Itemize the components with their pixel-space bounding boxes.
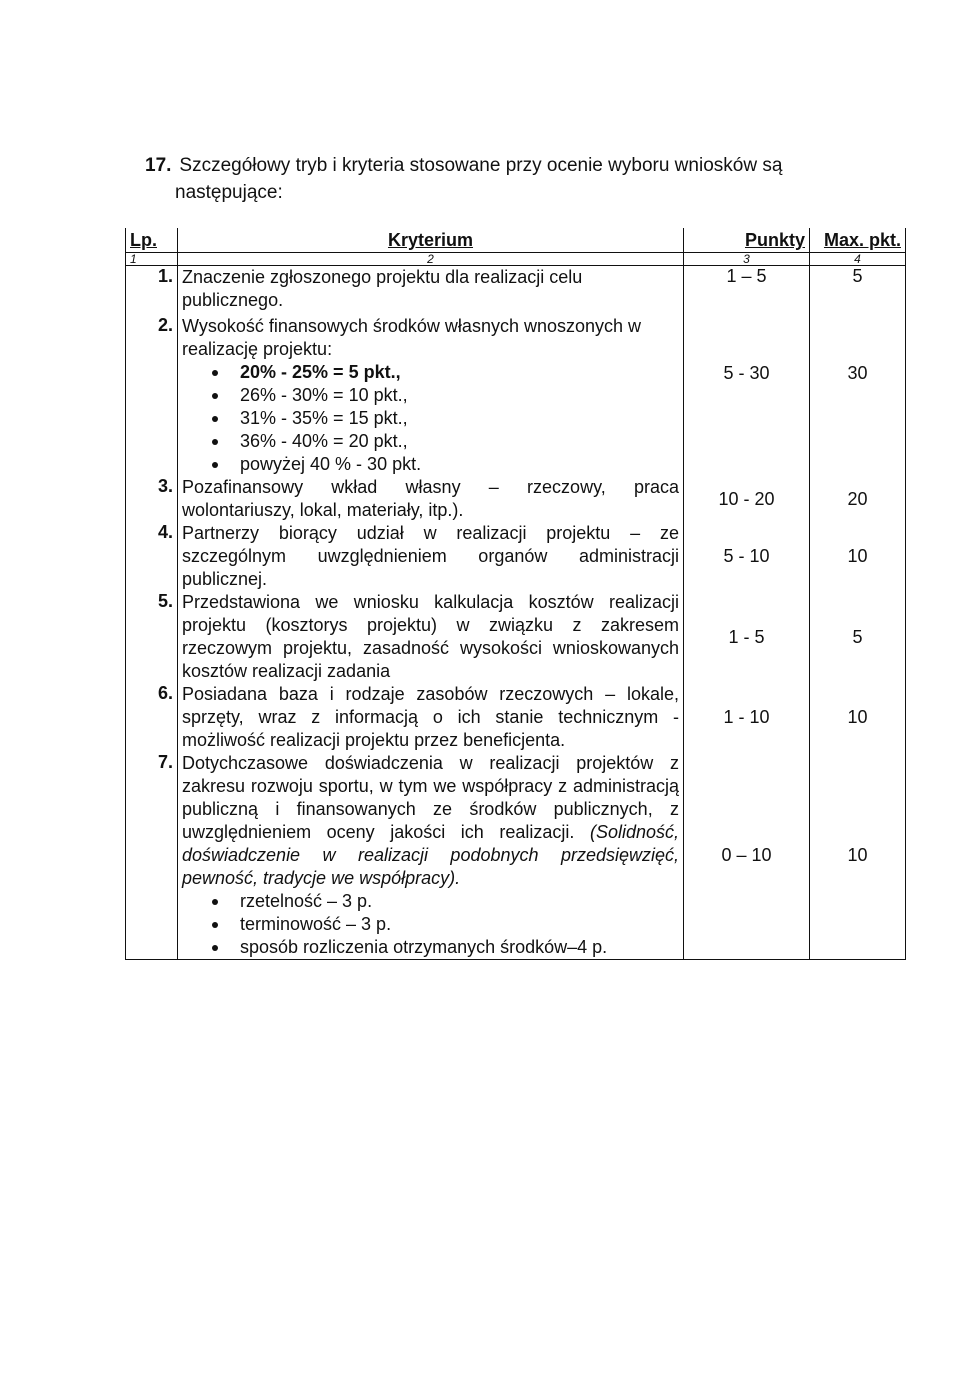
- column-number-2: 2: [178, 253, 684, 266]
- row-4-lp: 4.: [126, 522, 178, 591]
- row-2-bullet: 26% - 30% = 10 pkt.,: [240, 384, 679, 407]
- row-3-lp: 3.: [126, 476, 178, 522]
- row-7-bullet: sposób rozliczenia otrzymanych środków–4 p.: [240, 936, 679, 959]
- row-1-lp: 1.: [126, 266, 178, 316]
- row-5-max: 5: [810, 591, 906, 683]
- row-7-bullet: rzetelność – 3 p.: [240, 890, 679, 913]
- header-max-points: Max. pkt.: [810, 228, 906, 253]
- row-3-max: 20: [810, 476, 906, 522]
- section-number: 17.: [145, 155, 172, 176]
- criteria-table: [125, 228, 906, 960]
- row-1-max: 5: [810, 266, 906, 316]
- section-heading-line2: następujące:: [175, 182, 283, 203]
- column-number-3: 3: [684, 253, 810, 266]
- table-row: [126, 752, 906, 960]
- row-2-bullet: 36% - 40% = 20 pkt.,: [240, 430, 679, 453]
- row-6-criterion: Posiadana baza i rodzaje zasobów rzeczowych – lokale, sprzęty, wraz z informacją o ich stanie technicznym - możliwość realizacji projektu przez beneficjenta.: [178, 683, 684, 752]
- row-7-bullet: terminowość – 3 p.: [240, 913, 679, 936]
- table-row: [126, 522, 906, 591]
- table-header-row: [126, 228, 906, 253]
- column-number-4: 4: [810, 253, 906, 266]
- row-6-lp: 6.: [126, 683, 178, 752]
- row-4-points: 5 - 10: [684, 522, 810, 591]
- row-4-max: 10: [810, 522, 906, 591]
- column-numbers-row: [126, 253, 906, 266]
- row-7-bullet-list: [182, 890, 679, 959]
- row-2-lp: 2.: [126, 315, 178, 476]
- row-7-criterion-text: [182, 752, 679, 890]
- row-7-max: 10: [810, 752, 906, 960]
- row-3-points: 10 - 20: [684, 476, 810, 522]
- row-6-points: 1 - 10: [684, 683, 810, 752]
- row-2-points: 5 - 30: [684, 315, 810, 476]
- row-7-points: 0 – 10: [684, 752, 810, 960]
- section-heading-line1: Szczegółowy tryb i kryteria stosowane przy ocenie wyboru wniosków są: [179, 155, 783, 176]
- row-5-points: 1 - 5: [684, 591, 810, 683]
- row-2-max: 30: [810, 315, 906, 476]
- row-6-max: 10: [810, 683, 906, 752]
- section-heading: [145, 152, 905, 206]
- row-7-lp: 7.: [126, 752, 178, 960]
- row-2-bullet: 31% - 35% = 15 pkt.,: [240, 407, 679, 430]
- header-lp: Lp.: [126, 228, 178, 253]
- row-2-bullet: 20% - 25% = 5 pkt.,: [240, 361, 679, 384]
- header-criterion: Kryterium: [178, 228, 684, 253]
- row-2-criterion-text: Wysokość finansowych środków własnych wnoszonych w realizację projektu:: [182, 316, 642, 359]
- row-5-lp: 5.: [126, 591, 178, 683]
- row-3-criterion: Pozafinansowy wkład własny – rzeczowy, praca wolontariuszy, lokal, materiały, itp.).: [178, 476, 684, 522]
- row-7-criterion: [178, 752, 684, 960]
- header-points: Punkty: [684, 228, 810, 253]
- table-row: [126, 266, 906, 316]
- row-2-criterion: [178, 315, 684, 476]
- row-4-criterion: Partnerzy biorący udział w realizacji projektu – ze szczególnym uwzględnieniem organów administracji publicznej.: [178, 522, 684, 591]
- table-row: [126, 591, 906, 683]
- row-1-points: 1 – 5: [684, 266, 810, 316]
- column-number-1: 1: [126, 253, 178, 266]
- table-row: [126, 476, 906, 522]
- row-5-criterion: Przedstawiona we wniosku kalkulacja kosztów realizacji projektu (kosztorys projektu) w związku z zakresem rzeczowym projektu, zasadność wysokości wnioskowanych kosztów realizacji zadania: [178, 591, 684, 683]
- table-row: [126, 315, 906, 476]
- row-1-criterion: Znaczenie zgłoszonego projektu dla realizacji celu publicznego.: [178, 266, 684, 316]
- row-7-criterion-italic: (Solidność, doświadczenie w realizacji podobnych przedsięwzięć, pewność, tradycje we współpracy).: [182, 822, 679, 888]
- table-row: [126, 683, 906, 752]
- row-7-criterion-main: Dotychczasowe doświadczenia w realizacji projektów z zakresu rozwoju sportu, w tym we współpracy z administracją publiczną i finansowanych ze środków publicznych, z uwzględnieniem oceny jakości ich realizacji.: [182, 753, 679, 842]
- row-2-bullet: powyżej 40 % - 30 pkt.: [240, 453, 679, 476]
- row-2-bullet-list: [182, 361, 679, 476]
